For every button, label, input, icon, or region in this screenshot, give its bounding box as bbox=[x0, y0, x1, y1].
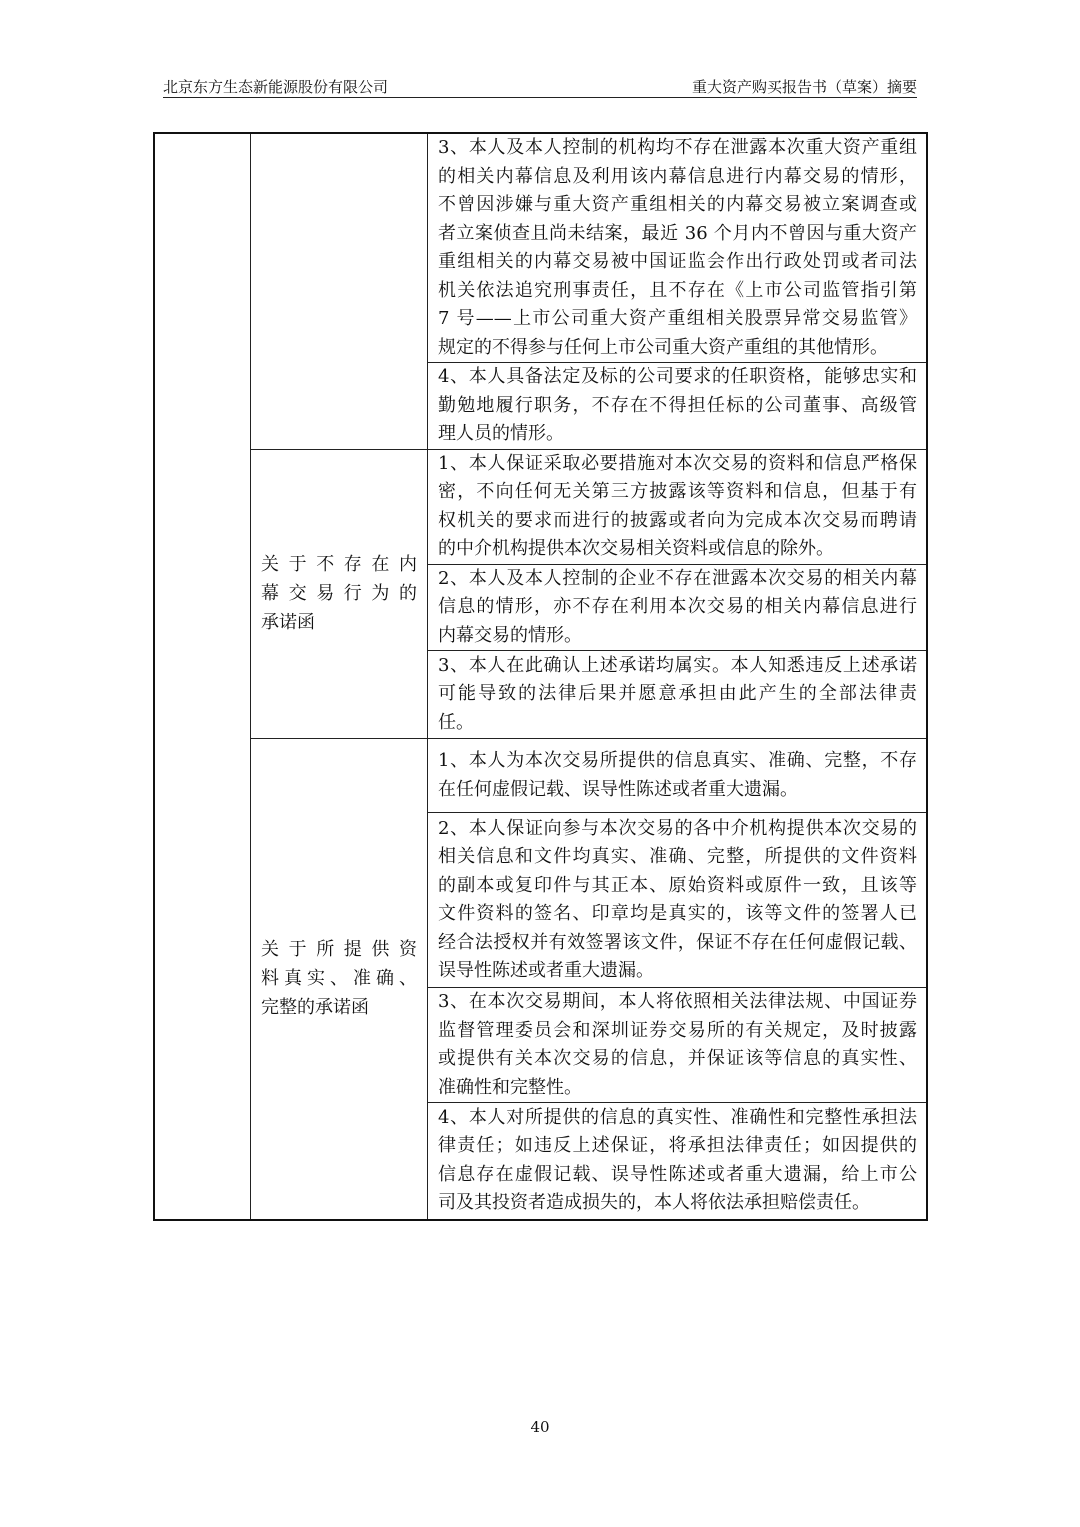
commitment-text-line: 的副本或复印件与其正本、原始资料或原件一致，且该等 bbox=[438, 874, 917, 896]
commitment-content-cell bbox=[428, 564, 928, 651]
commitment-text-line: 理人员的情形。 bbox=[438, 423, 564, 444]
commitment-text-line: 7 号——上市公司重大资产重组相关股票异常交易监管》 bbox=[438, 308, 917, 329]
table-row bbox=[154, 449, 927, 564]
commitment-text-line: 监督管理委员会和深圳证券交易所的有关规定，及时披露 bbox=[438, 1019, 917, 1041]
commitment-table bbox=[153, 132, 928, 1221]
commitment-text-line: 机关依法追究刑事责任，且不存在《上市公司监管指引第 bbox=[438, 279, 917, 301]
commitment-text-line: 信息存在虚假记载、误导性陈述或者重大遗漏，给上市公 bbox=[438, 1163, 917, 1185]
commitment-content-cell bbox=[428, 1103, 928, 1220]
commitment-text-line: 信息的情形，亦不存在利用本次交易的相关内幕信息进行 bbox=[438, 596, 917, 617]
table-row bbox=[154, 133, 927, 363]
commitment-text-line: 重组相关的内幕交易被中国证监会作出行政处罚或者司法 bbox=[438, 251, 917, 272]
commitment-title-line: 料真实、准确、 bbox=[261, 968, 417, 990]
commitment-text-line: 规定的不得参与任何上市公司重大资产重组的其他情形。 bbox=[438, 336, 888, 358]
commitment-text-line: 2、本人保证向参与本次交易的各中介机构提供本次交易的 bbox=[438, 817, 917, 839]
commitment-text-line: 在任何虚假记载、误导性陈述或者重大遗漏。 bbox=[438, 778, 798, 800]
commitment-content-cell bbox=[428, 651, 928, 739]
commitment-content-cell bbox=[428, 449, 928, 564]
company-name: 北京东方生态新能源股份有限公司 bbox=[163, 78, 389, 96]
commitment-text-line: 的中介机构提供本次交易相关资料或信息的除外。 bbox=[438, 538, 834, 559]
document-title: 重大资产购买报告书（草案）摘要 bbox=[691, 78, 917, 96]
commitment-title-line: 承诺函 bbox=[261, 612, 315, 634]
commitment-text-line: 4、本人对所提供的信息的真实性、准确性和完整性承担法 bbox=[438, 1106, 917, 1128]
commitment-text-line: 误导性陈述或者重大遗漏。 bbox=[438, 960, 654, 981]
commitment-title-cell bbox=[251, 133, 428, 449]
commitment-text-line: 内幕交易的情形。 bbox=[438, 624, 582, 646]
commitment-text-line: 司及其投资者造成损失的，本人将依法承担赔偿责任。 bbox=[438, 1192, 870, 1214]
commitment-text-line: 密，不向任何无关第三方披露该等资料和信息，但基于有 bbox=[438, 481, 917, 502]
commitment-text-line: 不曾因涉嫌与重大资产重组相关的内幕交易被立案调查或 bbox=[438, 194, 917, 215]
commitment-text-line: 3、本人在此确认上述承诺均属实。本人知悉违反上述承诺 bbox=[438, 654, 917, 676]
commitment-text-line: 律责任；如违反上述保证，将承担法律责任；如因提供的 bbox=[438, 1135, 917, 1157]
commitment-text-line: 经合法授权并有效签署该文件，保证不存在任何虚假记载、 bbox=[438, 931, 917, 953]
commitment-content-cell bbox=[428, 988, 928, 1103]
commitment-text-line: 3、本人及本人控制的机构均不存在泄露本次重大资产重组 bbox=[438, 137, 917, 158]
table-row bbox=[154, 739, 927, 813]
commitment-text-line: 1、本人保证采取必要措施对本次交易的资料和信息严格保 bbox=[438, 452, 917, 474]
commitment-text-line: 相关信息和文件均真实、准确、完整，所提供的文件资料 bbox=[438, 846, 917, 867]
commitment-text-line: 或提供有关本次交易的信息，并保证该等信息的真实性、 bbox=[438, 1048, 917, 1069]
commitment-content-cell bbox=[428, 739, 928, 813]
commitment-text-line: 的相关内幕信息及利用该内幕信息进行内幕交易的情形， bbox=[438, 165, 917, 187]
commitment-text-line: 勤勉地履行职务，不存在不得担任标的公司董事、高级管 bbox=[438, 394, 917, 416]
commitment-text-line: 任。 bbox=[438, 711, 474, 733]
commitment-title-line: 关于不存在内 bbox=[261, 554, 417, 576]
page-header bbox=[163, 77, 917, 98]
commitment-text-line: 可能导致的法律后果并愿意承担由此产生的全部法律责 bbox=[438, 683, 917, 705]
commitment-title-line: 关于所提供资 bbox=[261, 939, 417, 961]
party-cell bbox=[154, 133, 251, 1220]
commitment-text-line: 权机关的要求而进行的披露或者向为完成本次交易而聘请 bbox=[438, 509, 917, 531]
commitment-title-line: 幕交易行为的 bbox=[261, 583, 417, 605]
commitment-title-cell bbox=[251, 449, 428, 739]
commitment-text-line: 4、本人具备法定及标的公司要求的任职资格，能够忠实和 bbox=[438, 366, 917, 387]
page-number: 40 bbox=[530, 1418, 550, 1436]
commitment-title-line: 完整的承诺函 bbox=[261, 997, 369, 1019]
commitment-title-cell bbox=[251, 739, 428, 1220]
commitment-content-cell bbox=[428, 813, 928, 988]
commitment-content-cell bbox=[428, 133, 928, 363]
commitment-text-line: 者立案侦查且尚未结案，最近 36 个月内不曾因与重大资产 bbox=[438, 222, 917, 244]
commitment-text-line: 准确性和完整性。 bbox=[438, 1076, 582, 1098]
commitment-text-line: 2、本人及本人控制的企业不存在泄露本次交易的相关内幕 bbox=[438, 567, 917, 589]
commitment-text-line: 文件资料的签名、印章均是真实的，该等文件的签署人已 bbox=[438, 903, 917, 924]
commitment-text-line: 1、本人为本次交易所提供的信息真实、准确、完整，不存 bbox=[438, 750, 917, 771]
commitment-content-cell bbox=[428, 363, 928, 450]
commitment-text-line: 3、在本次交易期间，本人将依照相关法律法规、中国证券 bbox=[438, 991, 917, 1012]
